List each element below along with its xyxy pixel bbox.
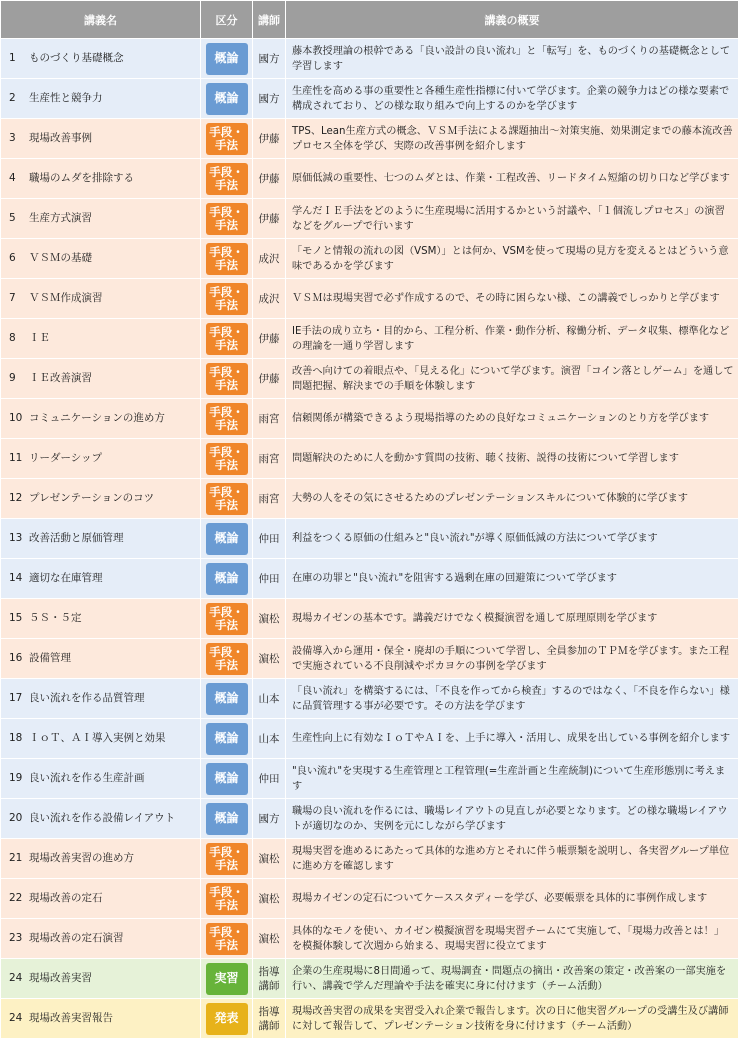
course-name-cell xyxy=(1,119,201,159)
course-summary: 大勢の人をその気にさせるためのプレゼンテーションスキルについて体験的に学びます xyxy=(286,479,739,519)
course-number: 16 xyxy=(9,652,23,664)
course-number: 1 xyxy=(9,52,16,64)
instructor: 濵松 xyxy=(253,639,286,679)
course-summary: 信頼関係が構築できるよう現場指導のための良好なコミュニケーションのとり方を学びます xyxy=(286,399,739,439)
course-name: 良い流れを作る生産計画 xyxy=(29,772,145,784)
table-row xyxy=(1,799,739,839)
course-name-cell xyxy=(1,359,201,399)
course-name: ＩＥ改善演習 xyxy=(29,372,92,384)
table-row xyxy=(1,959,739,999)
header-category: 区分 xyxy=(201,1,253,39)
table-row xyxy=(1,319,739,359)
category-cell xyxy=(201,879,253,919)
course-summary: 具体的なモノを使い、カイゼン模擬演習を現場実習チームにて実施して、「現場力改善とは！」を模擬体験して次週から始まる、現場実習に役立てます xyxy=(286,919,739,959)
instructor: 成沢 xyxy=(253,239,286,279)
course-name: ＩＥ xyxy=(29,332,50,344)
category-badge: 概論 xyxy=(206,683,248,715)
course-summary: 在庫の功罪と"良い流れ"を阻害する過剰在庫の回避策について学びます xyxy=(286,559,739,599)
course-summary: 原価低減の重要性、七つのムダとは、作業・工程改善、リードタイム短縮の切り口など学びます xyxy=(286,159,739,199)
table-row xyxy=(1,839,739,879)
course-name-cell xyxy=(1,879,201,919)
course-name-cell xyxy=(1,399,201,439)
category-cell xyxy=(201,239,253,279)
course-name-cell xyxy=(1,999,201,1039)
course-name-cell xyxy=(1,719,201,759)
course-number: 2 xyxy=(9,92,16,104)
table-body xyxy=(1,39,739,1039)
category-cell xyxy=(201,679,253,719)
table-row xyxy=(1,639,739,679)
course-name: 生産性と競争力 xyxy=(29,92,103,104)
instructor: 濵松 xyxy=(253,879,286,919)
category-badge: 手段・ 手法 xyxy=(206,843,248,875)
category-badge: 概論 xyxy=(206,723,248,755)
table-row xyxy=(1,559,739,599)
category-cell xyxy=(201,159,253,199)
course-number: 21 xyxy=(9,852,23,864)
course-number: 4 xyxy=(9,172,16,184)
category-badge: 概論 xyxy=(206,523,248,555)
category-cell xyxy=(201,959,253,999)
course-summary: IE手法の成り立ち・目的から、工程分析、作業・動作分析、稼働分析、データ収集、標準化などの理論を一通り学習します xyxy=(286,319,739,359)
table-row xyxy=(1,719,739,759)
category-cell xyxy=(201,559,253,599)
course-number: 23 xyxy=(9,932,23,944)
course-name: 良い流れを作る設備レイアウト xyxy=(29,812,176,824)
course-summary: 「モノと情報の流れの図（VSM）」とは何か、VSMを使って現場の見方を変えるとはどういう意味であるかを学びます xyxy=(286,239,739,279)
table-row xyxy=(1,999,739,1039)
course-number: 13 xyxy=(9,532,23,544)
course-name-cell xyxy=(1,919,201,959)
course-name-cell xyxy=(1,319,201,359)
category-cell xyxy=(201,719,253,759)
course-name-cell xyxy=(1,559,201,599)
table-row xyxy=(1,39,739,79)
course-name: プレゼンテーションのコツ xyxy=(29,492,155,504)
table-row xyxy=(1,279,739,319)
category-cell xyxy=(201,759,253,799)
course-summary: 問題解決のために人を動かす質問の技術、聴く技術、説得の技術について学習します xyxy=(286,439,739,479)
table-row xyxy=(1,519,739,559)
table-row xyxy=(1,199,739,239)
course-number: 12 xyxy=(9,492,23,504)
category-cell xyxy=(201,399,253,439)
course-summary: "良い流れ"を実現する生産管理と工程管理(=生産計画と生産統制)について生産形態別に考えます xyxy=(286,759,739,799)
course-name-cell xyxy=(1,79,201,119)
course-name: 現場改善実習の進め方 xyxy=(29,852,134,864)
course-summary: 生産性を高める事の重要性と各種生産性指標に付いて学びます。企業の競争力はどの様な要素で構成されており、どの様な取り組みで向上するのかを学びます xyxy=(286,79,739,119)
course-summary: 生産性向上に有効なＩｏＴやＡＩを、上手に導入・活用し、成果を出している事例を紹介します xyxy=(286,719,739,759)
category-badge: 概論 xyxy=(206,43,248,75)
course-name-cell xyxy=(1,279,201,319)
course-name: 設備管理 xyxy=(29,652,71,664)
instructor: 成沢 xyxy=(253,279,286,319)
course-number: 18 xyxy=(9,732,23,744)
category-badge: 手段・ 手法 xyxy=(206,603,248,635)
category-cell xyxy=(201,279,253,319)
course-number: 9 xyxy=(9,372,16,384)
category-badge: 概論 xyxy=(206,763,248,795)
instructor: 濵松 xyxy=(253,919,286,959)
category-cell xyxy=(201,359,253,399)
course-number: 14 xyxy=(9,572,23,584)
category-badge: 手段・ 手法 xyxy=(206,283,248,315)
table-row xyxy=(1,879,739,919)
table-row xyxy=(1,599,739,639)
course-number: 11 xyxy=(9,452,23,464)
course-name: ものづくり基礎概念 xyxy=(29,52,124,64)
category-cell xyxy=(201,919,253,959)
category-cell xyxy=(201,639,253,679)
category-badge: 概論 xyxy=(206,83,248,115)
table-row xyxy=(1,439,739,479)
instructor: 仲田 xyxy=(253,559,286,599)
course-summary: 学んだＩＥ手法をどのように生産現場に活用するかという討議や、「１個流しプロセス」の演習などをグループで行います xyxy=(286,199,739,239)
course-name-cell xyxy=(1,959,201,999)
category-badge: 手段・ 手法 xyxy=(206,403,248,435)
table-row xyxy=(1,239,739,279)
course-name-cell xyxy=(1,839,201,879)
course-number: 6 xyxy=(9,252,16,264)
instructor: 伊藤 xyxy=(253,319,286,359)
instructor: 山本 xyxy=(253,679,286,719)
course-name-cell xyxy=(1,679,201,719)
course-summary: 設備導入から運用・保全・廃却の手順について学習し、全員参加のＴＰＭを学びます。また工程で実施されている不良削減やポカヨケの事例を学びます xyxy=(286,639,739,679)
course-summary: TPS、Lean生産方式の概念、ＶＳＭ手法による課題抽出～対策実施、効果測定までの藤本流改善プロセス全体を学び、実際の改善事例を紹介します xyxy=(286,119,739,159)
category-cell xyxy=(201,119,253,159)
course-name: 改善活動と原価管理 xyxy=(29,532,124,544)
course-name: リーダーシップ xyxy=(29,452,103,464)
course-name-cell xyxy=(1,759,201,799)
table-row xyxy=(1,359,739,399)
table-row xyxy=(1,759,739,799)
header-name: 講義名 xyxy=(1,1,201,39)
instructor: 雨宮 xyxy=(253,439,286,479)
table-row xyxy=(1,679,739,719)
course-name-cell xyxy=(1,519,201,559)
course-name-cell xyxy=(1,639,201,679)
course-number: 17 xyxy=(9,692,23,704)
course-summary: 現場実習を進めるにあたって具体的な進め方とそれに伴う帳票類を説明し、各実習グループ単位に進め方を確認します xyxy=(286,839,739,879)
course-number: 24 xyxy=(9,1012,23,1024)
course-name-cell xyxy=(1,599,201,639)
instructor: 仲田 xyxy=(253,759,286,799)
course-name-cell xyxy=(1,479,201,519)
course-name: 現場改善実習報告 xyxy=(29,1012,113,1024)
course-name: 生産方式演習 xyxy=(29,212,92,224)
header-instructor: 講師 xyxy=(253,1,286,39)
category-badge: 手段・ 手法 xyxy=(206,923,248,955)
category-badge: 手段・ 手法 xyxy=(206,363,248,395)
instructor: 濵松 xyxy=(253,599,286,639)
course-name-cell xyxy=(1,439,201,479)
course-number: 20 xyxy=(9,812,23,824)
category-badge: 手段・ 手法 xyxy=(206,243,248,275)
course-name: ＶＳＭ作成演習 xyxy=(29,292,103,304)
table-row xyxy=(1,119,739,159)
course-number: 19 xyxy=(9,772,23,784)
instructor: 雨宮 xyxy=(253,479,286,519)
category-badge: 発表 xyxy=(206,1003,248,1035)
course-summary: 現場カイゼンの基本です。講義だけでなく模擬演習を通して原理原則を学びます xyxy=(286,599,739,639)
instructor: 伊藤 xyxy=(253,199,286,239)
category-cell xyxy=(201,39,253,79)
instructor: 指導 講師 xyxy=(253,999,286,1039)
instructor: 伊藤 xyxy=(253,119,286,159)
instructor: 國方 xyxy=(253,79,286,119)
table-row xyxy=(1,159,739,199)
course-number: 3 xyxy=(9,132,16,144)
category-badge: 手段・ 手法 xyxy=(206,643,248,675)
course-name-cell xyxy=(1,199,201,239)
instructor: 山本 xyxy=(253,719,286,759)
table-row xyxy=(1,79,739,119)
course-name: 現場改善の定石 xyxy=(29,892,103,904)
course-number: 7 xyxy=(9,292,16,304)
category-badge: 概論 xyxy=(206,803,248,835)
category-cell xyxy=(201,439,253,479)
course-number: 15 xyxy=(9,612,23,624)
category-cell xyxy=(201,999,253,1039)
instructor: 指導 講師 xyxy=(253,959,286,999)
table-row xyxy=(1,479,739,519)
course-summary: 改善へ向けての着眼点や、「見える化」について学びます。演習「コイン落としゲーム」を通して問題把握、解決までの手順を体験します xyxy=(286,359,739,399)
category-badge: 手段・ 手法 xyxy=(206,123,248,155)
course-name: 現場改善の定石演習 xyxy=(29,932,124,944)
instructor: 濵松 xyxy=(253,839,286,879)
course-number: 8 xyxy=(9,332,16,344)
course-name: コミュニケーションの進め方 xyxy=(29,412,165,424)
category-badge: 手段・ 手法 xyxy=(206,883,248,915)
course-name: ５Ｓ・５定 xyxy=(29,612,82,624)
course-summary: 「良い流れ」を構築するには、「不良を作ってから検査」するのではなく、「不良を作らない」様に品質管理する事が必要です。その方法を学びます xyxy=(286,679,739,719)
instructor: 伊藤 xyxy=(253,159,286,199)
course-name-cell xyxy=(1,799,201,839)
course-number: 22 xyxy=(9,892,23,904)
course-summary: 企業の生産現場に8日間通って、現場調査・問題点の摘出・改善案の策定・改善案の一部実施を行い、講義で学んだ理論や手法を確実に身に付けます（チーム活動） xyxy=(286,959,739,999)
course-summary: 藤本教授理論の根幹である「良い設計の良い流れ」と「転写」を、ものづくりの基礎概念として学習します xyxy=(286,39,739,79)
instructor: 國方 xyxy=(253,799,286,839)
course-name: ＶＳＭの基礎 xyxy=(29,252,92,264)
course-summary: 現場改善実習の成果を実習受入れ企業で報告します。次の日に他実習グループの受講生及び講師に対して報告して、プレゼンテーション技術を身に付けます（チーム活動） xyxy=(286,999,739,1039)
category-cell xyxy=(201,319,253,359)
category-cell xyxy=(201,839,253,879)
category-badge: 概論 xyxy=(206,563,248,595)
category-badge: 実習 xyxy=(206,963,248,995)
course-name: 適切な在庫管理 xyxy=(29,572,103,584)
course-number: 5 xyxy=(9,212,16,224)
category-badge: 手段・ 手法 xyxy=(206,323,248,355)
header-summary: 講義の概要 xyxy=(286,1,739,39)
course-name: 良い流れを作る品質管理 xyxy=(29,692,145,704)
category-cell xyxy=(201,799,253,839)
course-name-cell xyxy=(1,239,201,279)
category-badge: 手段・ 手法 xyxy=(206,163,248,195)
category-badge: 手段・ 手法 xyxy=(206,483,248,515)
category-badge: 手段・ 手法 xyxy=(206,443,248,475)
course-name-cell xyxy=(1,159,201,199)
course-number: 24 xyxy=(9,972,23,984)
category-cell xyxy=(201,519,253,559)
category-cell xyxy=(201,479,253,519)
table-row xyxy=(1,919,739,959)
instructor: 伊藤 xyxy=(253,359,286,399)
instructor: 國方 xyxy=(253,39,286,79)
category-badge: 手段・ 手法 xyxy=(206,203,248,235)
course-name: 現場改善事例 xyxy=(29,132,92,144)
course-name: 職場のムダを排除する xyxy=(29,172,134,184)
category-cell xyxy=(201,599,253,639)
category-cell xyxy=(201,79,253,119)
course-number: 10 xyxy=(9,412,23,424)
course-name: ＩｏＴ、ＡＩ導入実例と効果 xyxy=(29,732,166,744)
course-summary: 利益をつくる原価の仕組みと"良い流れ"が導く原価低減の方法について学びます xyxy=(286,519,739,559)
instructor: 仲田 xyxy=(253,519,286,559)
course-summary: ＶＳＭは現場実習で必ず作成するので、その時に困らない様、この講義でしっかりと学びます xyxy=(286,279,739,319)
category-cell xyxy=(201,199,253,239)
course-summary: 現場カイゼンの定石についてケーススタディーを学び、必要帳票を具体的に事例作成します xyxy=(286,879,739,919)
table-row xyxy=(1,399,739,439)
table-header xyxy=(1,1,739,39)
instructor: 雨宮 xyxy=(253,399,286,439)
course-summary: 職場の良い流れを作るには、職場レイアウトの見直しが必要となります。どの様な職場レイアウトが適切なのか、実例を元にしながら学びます xyxy=(286,799,739,839)
course-name-cell xyxy=(1,39,201,79)
course-name: 現場改善実習 xyxy=(29,972,92,984)
